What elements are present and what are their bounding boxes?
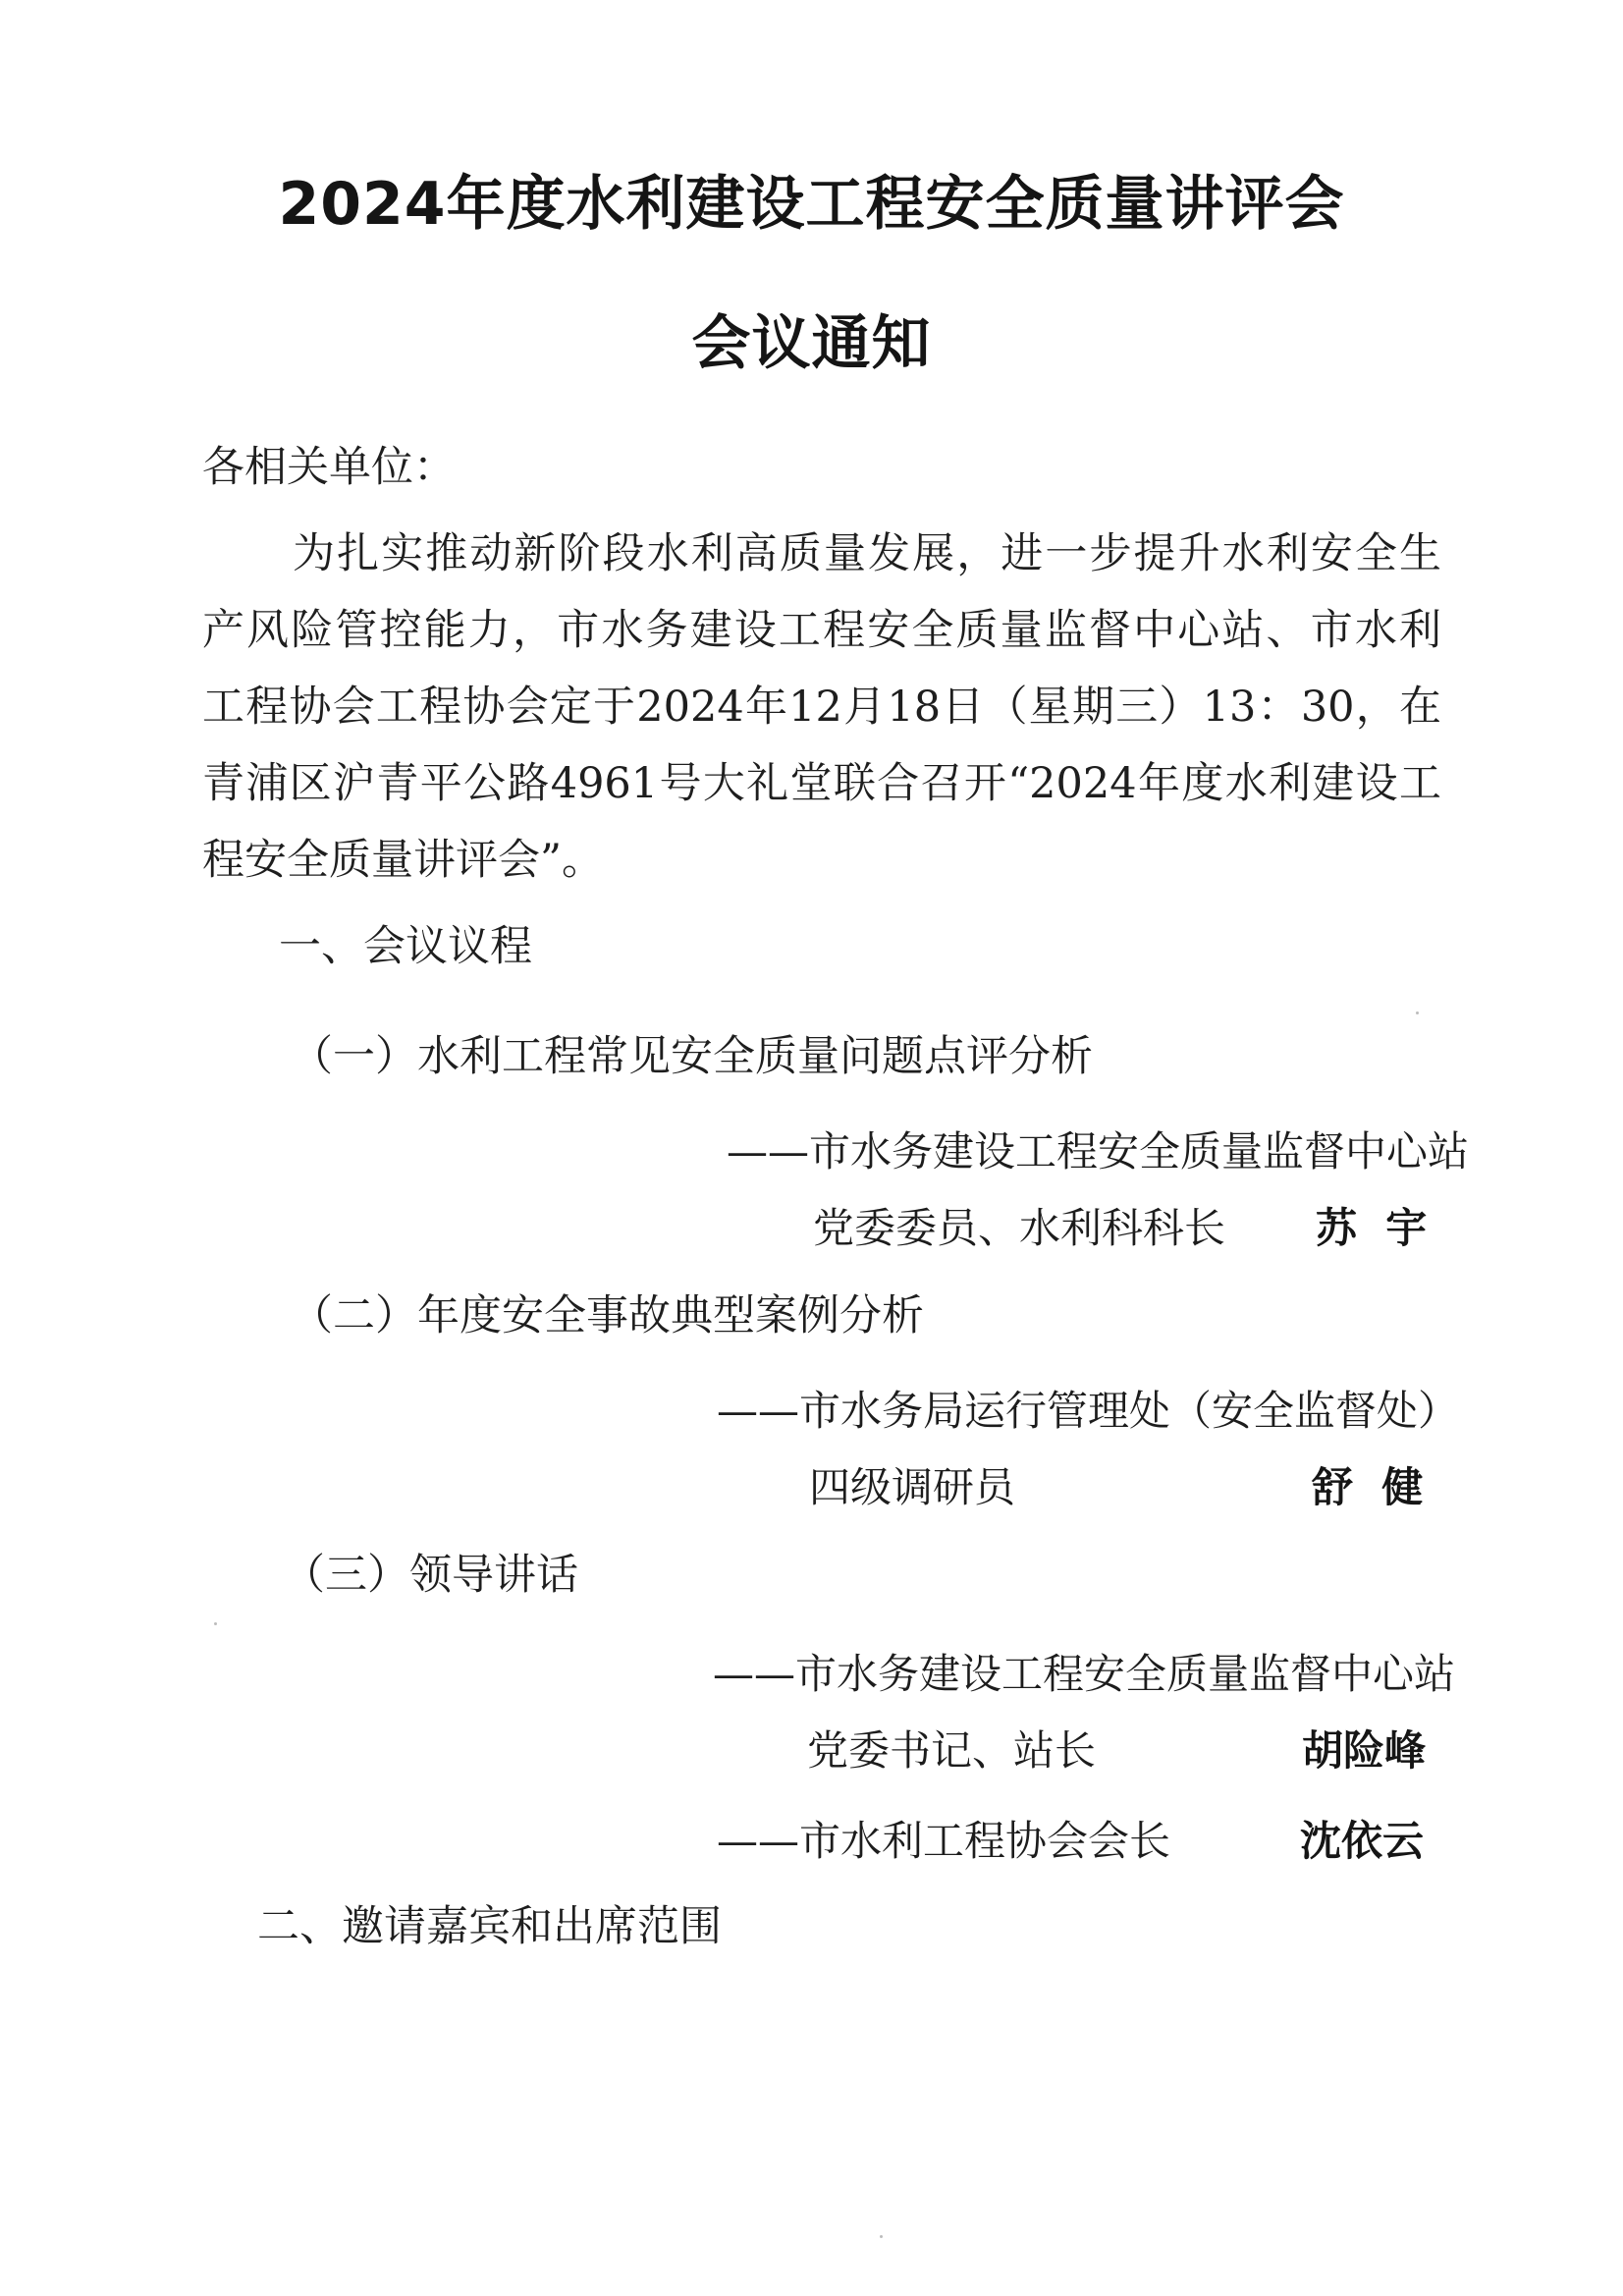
intro-line-3: 工程协会工程协会定于2024年12月18日（星期三）13：30，在 — [202, 683, 1441, 732]
document-title: 2024年度水利建设工程安全质量讲评会 — [278, 170, 1345, 239]
scan-speck — [214, 1622, 217, 1625]
agenda-item-1-org: ——市水务建设工程安全质量监督中心站 — [727, 1127, 1470, 1175]
section-agenda-heading: 一、会议议程 — [279, 922, 532, 971]
agenda-item-2-speaker: 舒 健 — [1312, 1463, 1424, 1511]
intro-line-1: 为扎实推动新阶段水利高质量发展，进一步提升水利安全生 — [293, 529, 1441, 578]
agenda-item-3-speaker-1: 胡险峰 — [1302, 1726, 1427, 1775]
agenda-item-1-role: 党委委员、水利科科长 — [813, 1204, 1226, 1252]
scan-speck — [880, 2235, 883, 2238]
agenda-item-3-org-1: ——市水务建设工程安全质量监督中心站 — [713, 1650, 1456, 1698]
agenda-item-2-org: ——市水务局运行管理处（安全监督处） — [717, 1387, 1460, 1435]
salutation: 各相关单位： — [202, 443, 456, 492]
agenda-item-3-title: （三）领导讲话 — [283, 1551, 578, 1600]
agenda-item-1-speaker: 苏 宇 — [1316, 1204, 1428, 1252]
agenda-item-3-org-2: ——市水利工程协会会长 — [717, 1817, 1171, 1865]
intro-line-5: 程安全质量讲评会”。 — [202, 836, 604, 885]
document-subtitle: 会议通知 — [691, 309, 932, 378]
section-guests-heading: 二、邀请嘉宾和出席范围 — [257, 1902, 722, 1951]
scan-speck — [1416, 1011, 1419, 1014]
intro-line-2: 产风险管控能力，市水务建设工程安全质量监督中心站、市水利 — [202, 606, 1441, 655]
agenda-item-2-role: 四级调研员 — [809, 1463, 1016, 1511]
agenda-item-2-title: （二）年度安全事故典型案例分析 — [291, 1291, 924, 1340]
intro-line-4: 青浦区沪青平公路4961号大礼堂联合召开“2024年度水利建设工 — [202, 759, 1441, 808]
agenda-item-3-role-1: 党委书记、站长 — [807, 1726, 1097, 1775]
agenda-item-1-title: （一）水利工程常见安全质量问题点评分析 — [291, 1032, 1093, 1081]
agenda-item-3-speaker-2: 沈依云 — [1300, 1817, 1425, 1865]
